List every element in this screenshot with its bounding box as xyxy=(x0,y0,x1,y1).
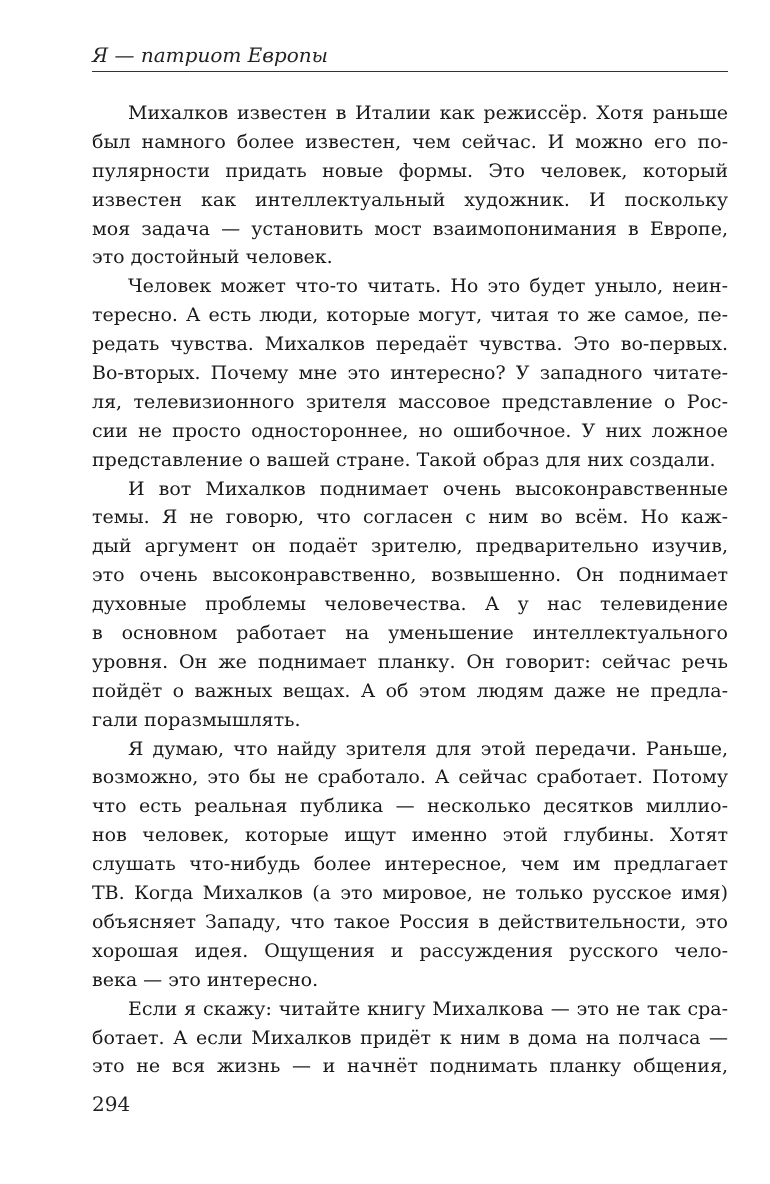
text-line: известен как интеллектуальный художник. И поскольку xyxy=(92,188,728,211)
text-line: века — это интересно. xyxy=(92,968,319,991)
text-line: был намного более известен, чем сейчас. И можно его по- xyxy=(92,130,728,153)
text-line: хорошая идея. Ощущения и рассуждения русского чело- xyxy=(92,939,728,962)
text-line: пулярности придать новые формы. Это человек, который xyxy=(92,159,728,182)
text-line: уровня. Он же поднимает планку. Он говорит: сейчас речь xyxy=(92,650,728,673)
text-line: редать чувства. Михалков передаёт чувства. Это во-первых. xyxy=(92,333,728,356)
text-line: возможно, это бы не сработало. А сейчас сработает. Потому xyxy=(92,766,728,789)
paragraph xyxy=(92,272,728,474)
text-line: Во-вторых. Почему мне это интересно? У западного читате- xyxy=(92,362,728,385)
text-line: это достойный человек. xyxy=(92,246,333,269)
text-line: представление о вашей стране. Такой образ для них создали. xyxy=(92,448,716,471)
text-line: И вот Михалков поднимает очень высоконравственные xyxy=(128,477,728,500)
text-line: тересно. А есть люди, которые могут, читая то же самое, пе- xyxy=(92,304,728,327)
paragraph xyxy=(92,99,728,272)
text-line: пойдёт о важных вещах. А об этом людям даже не предла- xyxy=(92,679,728,702)
running-head: Я — патриот Европы xyxy=(92,43,328,67)
text-line: ля, телевизионного зрителя массовое представление о Рос- xyxy=(92,390,728,413)
paragraph xyxy=(92,475,728,735)
text-line: Если я скажу: читайте книгу Михалкова — это не так сра- xyxy=(128,997,728,1020)
text-line: темы. Я не говорю, что согласен с ним во всём. Но каж- xyxy=(92,506,728,529)
text-line: нов человек, которые ищут именно этой глубины. Хотят xyxy=(92,824,728,847)
text-line: это не вся жизнь — и начнёт поднимать планку общения, xyxy=(92,1055,728,1078)
text-line: объясняет Западу, что такое Россия в действительности, это xyxy=(92,910,728,933)
text-line: ботает. А если Михалков придёт к ним в дома на полчаса — xyxy=(92,1026,728,1049)
text-line: что есть реальная публика — несколько десятков миллио- xyxy=(92,795,728,818)
text-line: Я думаю, что найду зрителя для этой передачи. Раньше, xyxy=(128,737,728,760)
text-line: это очень высоконравственно, возвышенно. Он поднимает xyxy=(92,564,728,587)
text-line: Человек может что-то читать. Но это будет уныло, неин- xyxy=(128,275,728,298)
text-line: сии не просто одностороннее, но ошибочное. У них ложное xyxy=(92,419,728,442)
text-line: слушать что-нибудь более интересное, чем им предлагает xyxy=(92,853,728,876)
text-line: духовные проблемы человечества. А у нас телевидение xyxy=(92,593,728,616)
text-line: гали поразмышлять. xyxy=(92,708,301,731)
paragraph xyxy=(92,735,728,995)
paragraph xyxy=(92,995,728,1082)
text-line: в основном работает на уменьшение интеллектуального xyxy=(92,622,728,645)
body-text xyxy=(92,99,728,1081)
text-line: ТВ. Когда Михалков (а это мировое, не только русское имя) xyxy=(92,882,728,905)
header-rule xyxy=(92,71,728,72)
text-line: Михалков известен в Италии как режиссёр. Хотя раньше xyxy=(128,102,728,124)
text-line: дый аргумент он подаёт зрителю, предварительно изучив, xyxy=(92,535,728,558)
page-number: 294 xyxy=(92,1092,131,1116)
text-line: моя задача — установить мост взаимопонимания в Европе, xyxy=(92,217,728,240)
